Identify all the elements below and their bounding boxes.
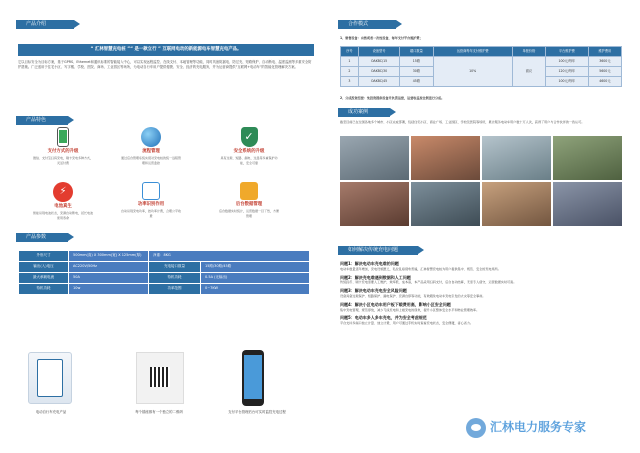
faq-item <box>340 288 622 299</box>
column-header: 运营商每年支付维护费 <box>433 47 512 57</box>
gallery-caption: 每个插座都有一个独立的二维码 <box>135 410 183 414</box>
analytics-icon <box>240 182 258 200</box>
case-photo <box>482 182 551 226</box>
cell: 2 <box>341 67 359 77</box>
param-value: AC220V/50Hz <box>69 262 149 273</box>
feature-title: 支付方式的升级 <box>47 149 79 154</box>
cases-body: 截至目前已在全国各地多个城市、小区完成部署，包括住宅小区、商业广场、工业园区、学校及医院等场所，累计服务电动车用户数十万人次，获得了用户与合作伙伴的一致认可。 <box>340 120 585 124</box>
cell: OAKBC/30 <box>358 67 400 77</box>
param-value: 50A <box>69 273 149 284</box>
cell: 30路 <box>400 67 433 77</box>
param-label: 最大承载电流 <box>19 273 69 284</box>
feature-backend <box>218 182 280 218</box>
faq-answer: 平台支持多端口独立计量、独立计费，用户可通过手机实时查看充电状态，安全便捷，省心省力。 <box>340 321 474 326</box>
feature-title: 后台数据管理 <box>235 202 263 207</box>
faq-item <box>340 275 622 286</box>
param-label: 待机功耗 <box>19 284 69 295</box>
column-header: 序号 <box>341 47 359 57</box>
product-intro-heading: 产品介绍 <box>16 20 74 29</box>
feature-title: 流程管理 <box>142 149 160 154</box>
intro-banner: “ 汇林智慧充电桩 ”“ 是一款立行 ” 互联网电动的新能源电车智慧充电产品。 <box>18 44 314 56</box>
gallery-caption: 电动自行车充电产品 <box>35 410 67 414</box>
feature-process <box>120 127 182 165</box>
param-label: 功率范围 <box>149 284 201 295</box>
column-header: 维护费用 <box>588 47 621 57</box>
faq-question: 问题2：解决充电难遇到数据和人工问题 <box>340 274 411 280</box>
feature-payment <box>32 127 94 165</box>
feature-safety <box>218 127 280 165</box>
faq-answer: 集中充电管理，规范停放，减少飞线充电和上楼充电的现象，提升小区整体安全水平和物业管理效率。 <box>340 307 480 312</box>
shield-check-icon: ✓ <box>241 127 258 147</box>
case-photo <box>411 182 480 226</box>
faq-item <box>340 261 622 272</box>
mobile-pay-icon <box>57 127 69 147</box>
coop-note: 2、分成投资经营：免投资提供设备并负责运营，运营收益按比例进行分成。 <box>340 96 445 100</box>
feature-title: 电池真生 <box>54 204 72 209</box>
faq-answer: 设备具备过载保护、短路保护、漏电保护、充满自停等功能，有效避免电动车充电引发的火灾等安全事故。 <box>340 293 486 298</box>
cell: OAKBC/15 <box>358 57 400 67</box>
case-photo-grid <box>340 136 622 226</box>
feature-desc: 具有过载、短路、漏电、过温等多重保护功能，安全可靠 <box>220 156 278 165</box>
faq-item <box>340 302 622 313</box>
cell: 3600元 <box>588 57 621 67</box>
faq-item <box>340 315 622 326</box>
table-row <box>19 251 310 262</box>
case-photo <box>482 136 551 180</box>
column-header: 设备型号 <box>358 47 400 57</box>
faq-question: 问题1：解决电动车充电难的问题 <box>340 261 399 266</box>
battery-icon: ⚡ <box>53 182 73 202</box>
table-row <box>19 273 310 284</box>
charger-device-image <box>28 352 72 404</box>
feature-desc: 自动识别充电功率，按功率计费，合理公平收费 <box>120 209 181 218</box>
feature-title: 功率识别作用 <box>137 202 165 207</box>
watermark-text: 汇林电力服务专家 <box>490 420 587 435</box>
table-row <box>341 57 622 67</box>
case-photo <box>340 182 409 226</box>
case-photo <box>553 182 622 226</box>
cell: 1 <box>341 57 359 67</box>
cell: 3 <box>341 77 359 87</box>
param-value: 0~7KW <box>201 284 310 295</box>
feature-desc: 微信、支付宝扫码充电，刷卡充电多种方式，灵活付费 <box>32 156 93 165</box>
case-photo <box>553 136 622 180</box>
cell: 100元/每年 <box>545 77 588 87</box>
param-value: 500mm(高) X 300mm(宽) X 125mm(厚) <box>69 251 149 262</box>
gallery-caption: 支付平台管理后台可实时监控充电过程 <box>228 410 286 414</box>
cell: 100元/每年 <box>545 57 588 67</box>
coop-heading: 合作模式 <box>338 20 396 29</box>
cell: OAKBC/45 <box>358 77 400 87</box>
cell: 面议 <box>512 57 545 87</box>
table-row <box>19 284 310 295</box>
param-label: 充电接口数量 <box>149 262 201 273</box>
cases-heading: 成功案例 <box>338 108 390 117</box>
case-photo <box>340 136 409 180</box>
faq-question: 问题4：解决小区电动车用户板下载费用高，影响小区安全问题 <box>340 301 451 307</box>
feature-power <box>120 182 182 218</box>
features-heading: 产品特色 <box>16 116 68 125</box>
feature-title: 安全系统的升级 <box>233 149 265 154</box>
param-value: 净重：8KG <box>149 251 310 262</box>
feature-desc: 后台数据实时统计，运营数据一目了然，方便管理 <box>218 209 279 218</box>
feature-desc: 通过后台管理系统实现对充电桩的统一远程管理和运营监控 <box>120 156 181 165</box>
intro-body: 它以目标安全为目标方案，基于GPRS、Ethernet和通讯标准的智能接入中心，可以实现远程监控、在线支付、本地管理等功能，同时具备防漏电、防过充、短路保护、自动断电、温度监测等多重安全防护措施。广泛适用于住宅小区、写字楼、学校、医院、商场、工业园区等场所，为电动自行车用户提供便捷、安全、经济的充电服务，并为运营商提供“互联网+电动车”的智能化管理解决方案。 <box>18 60 312 70</box>
cell: 15路 <box>400 57 433 67</box>
table-row <box>19 262 310 273</box>
feature-battery <box>32 182 94 220</box>
globe-icon <box>141 127 161 147</box>
table-header-row <box>341 47 622 57</box>
coop-table <box>340 46 622 87</box>
faq-answer: 电动车数量逐年增加，充电设施匮乏，私拉乱接现象普遍，汇林智慧充电桩为用户提供集中、规范、安全的充电场所。 <box>340 266 501 271</box>
cell: 5600元 <box>588 67 621 77</box>
faq-heading: 如何解决传统充电问题 <box>338 246 418 255</box>
feature-desc: 智能识别电池状态，充满自动断电，延长电池使用寿命 <box>32 211 93 220</box>
column-header: 单桩价格 <box>512 47 545 57</box>
param-label: 外形尺寸 <box>19 251 69 262</box>
params-heading: 产品参数 <box>16 233 68 242</box>
param-label: 待机功耗 <box>149 273 201 284</box>
params-table <box>18 250 310 295</box>
faq-question: 问题3：解决电动车充电安全风险问题 <box>340 288 407 294</box>
param-value: 15路/30路/45路 <box>201 262 310 273</box>
wechat-logo-icon <box>466 418 486 438</box>
cell: 10% <box>433 57 512 87</box>
faq-list <box>340 258 622 326</box>
power-meter-icon <box>142 182 160 200</box>
phone-app-image <box>242 350 264 406</box>
cell: 120元/每年 <box>545 67 588 77</box>
faq-answer: 传统投币、刷卡充电需要人工维护，效率低、成本高，本产品采用扫码支付，后台自动结算，无需专人值守，运营数据实时可查。 <box>340 280 517 285</box>
faq-question: 问题5：电动车多人多车充电，并为安全考虑规范 <box>340 315 427 321</box>
column-header: 平台维护费 <box>545 47 588 57</box>
column-header: 端口数量 <box>400 47 433 57</box>
watermark <box>466 414 636 442</box>
coop-intro: 1、销售设备：出售或者一次性设备，每年支付平台维护费； <box>340 36 423 40</box>
case-photo <box>411 136 480 180</box>
qr-socket-image <box>136 352 184 404</box>
param-label: 输出(入)电压 <box>19 262 69 273</box>
param-value: 10w <box>69 284 149 295</box>
param-value: 0.5A (无输出) <box>201 273 310 284</box>
cell: 45路 <box>400 77 433 87</box>
cell: 4600元 <box>588 77 621 87</box>
